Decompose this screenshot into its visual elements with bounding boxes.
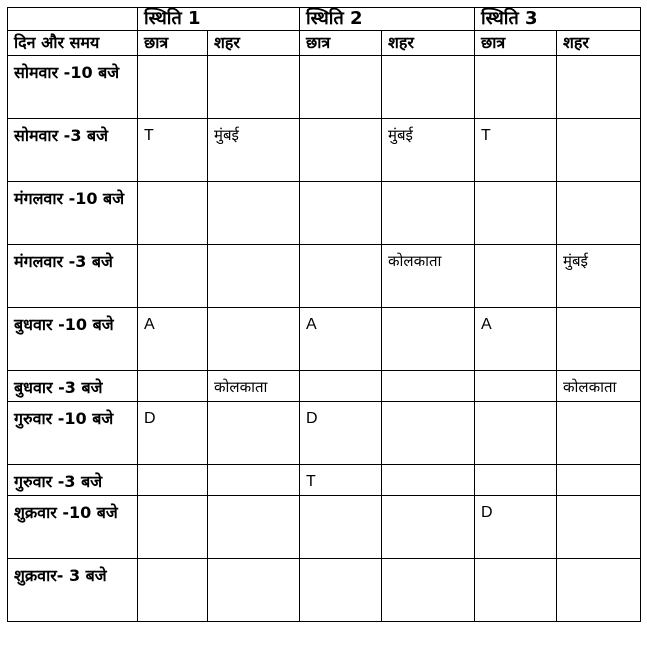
student-header: छात्र (138, 31, 208, 56)
student-cell (475, 182, 557, 245)
time-cell: बुधवार -10 बजे (8, 308, 138, 371)
city-header: शहर (557, 31, 641, 56)
student-cell (138, 496, 208, 559)
student-cell (138, 182, 208, 245)
table-row (8, 465, 641, 496)
time-cell: गुरुवार -10 बजे (8, 402, 138, 465)
table-row (8, 245, 641, 308)
city-cell (208, 56, 300, 119)
student-cell (300, 371, 382, 402)
city-cell (557, 465, 641, 496)
city-cell (557, 56, 641, 119)
city-cell (208, 182, 300, 245)
time-cell: सोमवार -3 बजे (8, 119, 138, 182)
time-cell: बुधवार -3 बजे (8, 371, 138, 402)
city-cell (382, 182, 475, 245)
city-cell (382, 559, 475, 622)
city-cell (208, 245, 300, 308)
student-cell (300, 245, 382, 308)
city-cell (382, 308, 475, 371)
student-cell: A (138, 308, 208, 371)
city-cell: मुंबई (382, 119, 475, 182)
day-time-header: दिन और समय (8, 31, 138, 56)
column-header-row (8, 31, 641, 56)
time-cell: मंगलवार -10 बजे (8, 182, 138, 245)
student-cell (475, 402, 557, 465)
city-header: शहर (382, 31, 475, 56)
student-cell (138, 465, 208, 496)
city-cell (382, 496, 475, 559)
table-row (8, 371, 641, 402)
student-cell (475, 559, 557, 622)
student-cell (138, 56, 208, 119)
city-cell (557, 559, 641, 622)
student-cell (300, 182, 382, 245)
city-cell (382, 402, 475, 465)
student-cell: D (300, 402, 382, 465)
city-cell (557, 496, 641, 559)
table-row (8, 182, 641, 245)
table-row (8, 119, 641, 182)
time-cell: शुक्रवार -10 बजे (8, 496, 138, 559)
corner-cell (8, 8, 138, 31)
city-cell (557, 119, 641, 182)
student-header: छात्र (300, 31, 382, 56)
student-cell (300, 56, 382, 119)
student-cell: A (300, 308, 382, 371)
situation-3-header: स्थिति 3 (475, 8, 641, 31)
student-cell (138, 245, 208, 308)
time-cell: शुक्रवार- 3 बजे (8, 559, 138, 622)
city-cell (382, 56, 475, 119)
city-cell (382, 371, 475, 402)
student-cell (475, 465, 557, 496)
table-row (8, 308, 641, 371)
student-header: छात्र (475, 31, 557, 56)
city-cell (208, 496, 300, 559)
student-cell: T (475, 119, 557, 182)
city-cell: मुंबई (557, 245, 641, 308)
city-cell (208, 465, 300, 496)
time-cell: गुरुवार -3 बजे (8, 465, 138, 496)
student-cell: A (475, 308, 557, 371)
city-cell: कोलकाता (208, 371, 300, 402)
city-header: शहर (208, 31, 300, 56)
city-cell (557, 182, 641, 245)
city-cell (382, 465, 475, 496)
city-cell (557, 308, 641, 371)
student-cell: T (300, 465, 382, 496)
student-cell (138, 559, 208, 622)
student-cell (138, 371, 208, 402)
schedule-table (7, 7, 641, 622)
city-cell (208, 402, 300, 465)
table-row (8, 402, 641, 465)
student-cell (475, 371, 557, 402)
time-cell: सोमवार -10 बजे (8, 56, 138, 119)
city-cell (208, 308, 300, 371)
situation-header-row (8, 8, 641, 31)
city-cell (557, 402, 641, 465)
table-row (8, 496, 641, 559)
student-cell: D (475, 496, 557, 559)
student-cell: T (138, 119, 208, 182)
city-cell (208, 559, 300, 622)
table-row (8, 559, 641, 622)
student-cell (300, 119, 382, 182)
city-cell: मुंबई (208, 119, 300, 182)
student-cell (300, 496, 382, 559)
situation-1-header: स्थिति 1 (138, 8, 300, 31)
student-cell: D (138, 402, 208, 465)
situation-2-header: स्थिति 2 (300, 8, 475, 31)
student-cell (300, 559, 382, 622)
table-row (8, 56, 641, 119)
city-cell: कोलकाता (557, 371, 641, 402)
student-cell (475, 56, 557, 119)
time-cell: मंगलवार -3 बजे (8, 245, 138, 308)
student-cell (475, 245, 557, 308)
city-cell: कोलकाता (382, 245, 475, 308)
